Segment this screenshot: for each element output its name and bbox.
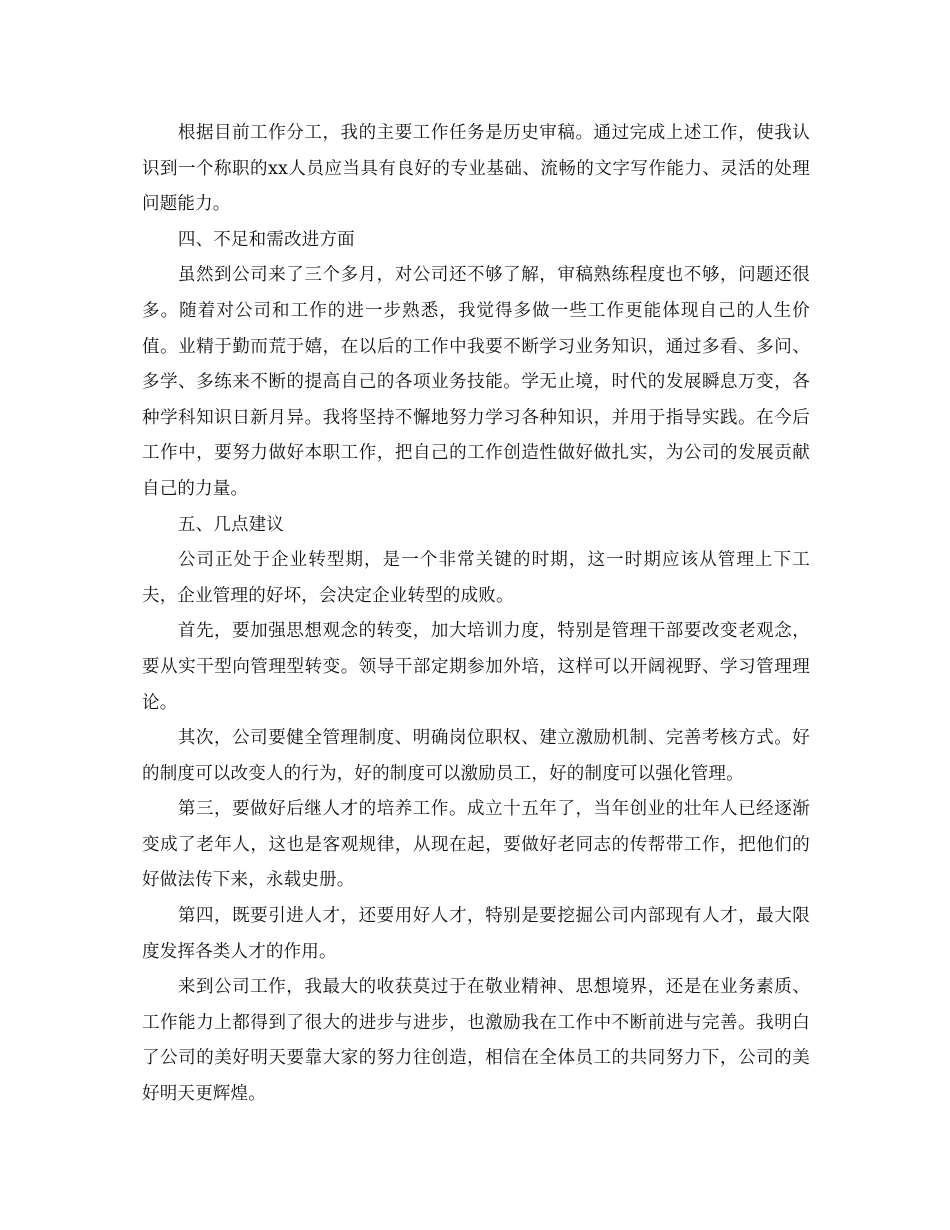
section-heading-shortcomings: 四、不足和需改进方面 <box>177 229 355 250</box>
paragraph-shortcomings: 虽然到公司来了三个多月，对公司还不够了解，审稿熟练程度也不够，问题还很多。随着对公司和工作的进一步熟悉，我觉得多做一些工作更能体现自己的人生价值。业精于勤而荒于嬉，在以后的工作中我要不断学习业务知识，通过多看、多问、多学、多练来不断的提高自己的各项业务技能。学无止境，时代的发展瞬息万变，各种学科知识日新月异。我将坚持不懈地努力学习各种知识，并用于指导实践。在今后工作中，要努力做好本职工作，把自己的工作创造性做好做扎实，为公司的发展贡献自己的力量。 <box>142 265 810 499</box>
paragraph-suggestion-fourth: 第四，既要引进人才，还要用好人才，特别是要挖掘公司内部现有人才，最大限度发挥各类人才的作用。 <box>142 906 810 962</box>
paragraph-suggestion-first: 首先，要加强思想观念的转变，加大培训力度，特别是管理干部要改变老观念，要从实干型向管理型转变。领导干部定期参加外培，这样可以开阔视野、学习管理理论。 <box>142 621 810 713</box>
paragraph-work-division: 根据目前工作分工，我的主要工作任务是历史审稿。通过完成上述工作，使我认识到一个称职的xx人员应当具有良好的专业基础、流畅的文字写作能力、灵活的处理问题能力。 <box>142 123 810 215</box>
paragraph-transition-period: 公司正处于企业转型期，是一个非常关键的时期，这一时期应该从管理上下工夫，企业管理的好坏，会决定企业转型的成败。 <box>142 550 810 606</box>
paragraph-suggestion-third: 第三，要做好后继人才的培养工作。成立十五年了，当年创业的壮年人已经逐渐变成了老年人，这也是客观规律，从现在起，要做好老同志的传帮带工作，把他们的好做法传下来，永载史册。 <box>142 799 810 891</box>
paragraph-suggestion-second: 其次，公司要健全管理制度、明确岗位职权、建立激励机制、完善考核方式。好的制度可以改变人的行为，好的制度可以激励员工，好的制度可以强化管理。 <box>142 728 810 784</box>
section-heading-suggestions: 五、几点建议 <box>177 514 285 535</box>
paragraph-conclusion: 来到公司工作，我最大的收获莫过于在敬业精神、思想境界，还是在业务素质、工作能力上都得到了很大的进步与进步，也激励我在工作中不断前进与完善。我明白了公司的美好明天要靠大家的努力往创造，相信在全体员工的共同努力下，公司的美好明天更辉煌。 <box>142 977 810 1105</box>
document-body <box>142 116 810 1113</box>
